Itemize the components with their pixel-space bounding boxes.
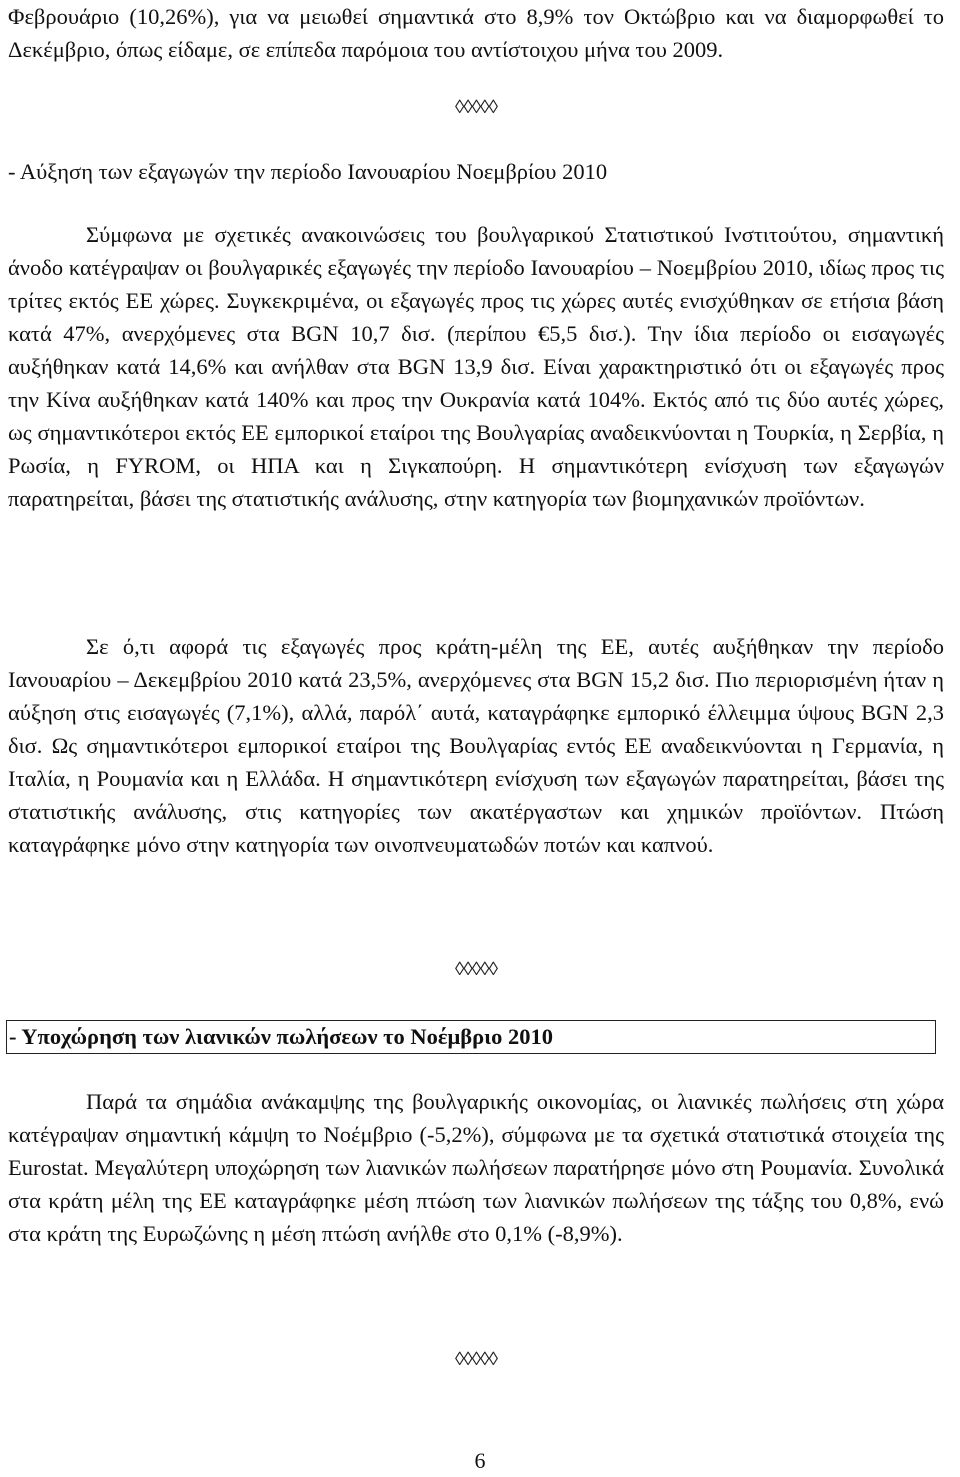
section-heading-exports: - Αύξηση των εξαγωγών την περίοδο Ιανουαρίου Νοεμβρίου 2010 bbox=[8, 159, 608, 184]
exports-paragraph-1: Σύμφωνα με σχετικές ανακοινώσεις του βουλγαρικού Στατιστικού Ινστιτούτου, σημαντική άνοδο κατέγραψαν οι βουλγαρικές εξαγωγές την περίοδο Ιανουαρίου – Νοεμβρίου 2010, ιδίως προς τις τρίτες εκτός ΕΕ χώρες. Συγκεκριμένα, οι εξαγωγές προς τις χώρες αυτές ενισχύθηκαν σε ετήσια βάση κατά 47%, ανερχόμενες στα BGN 10,7 δισ. (περίπου €5,5 δισ.). Την ίδια περίοδο οι εισαγωγές αυξήθηκαν κατά 14,6% και ανήλθαν στα BGN 13,9 δισ. Είναι χαρακτηριστικό ότι οι εξαγωγές προς την Κίνα αυξήθηκαν κατά 140% και προς την Ουκρανία κατά 104%. Εκτός από τις δύο αυτές χώρες, ως σημαντικότεροι εκτός ΕΕ εμπορικοί εταίροι της Βουλγαρίας αναδεικνύονται η Τουρκία, η Σερβία, η Ρωσία, η FYROM, οι ΗΠΑ και η Σιγκαπούρη. Η σημαντικότερη ενίσχυση των εξαγωγών παρατηρείται, βάσει της στατιστικής ανάλυσης, στην κατηγορία των βιομηχανικών προϊόντων. bbox=[8, 222, 944, 511]
section-heading-box bbox=[8, 1020, 944, 1054]
section-heading-retail: - Υποχώρηση των λιανικών πωλήσεων το Νοέμβριο 2010 bbox=[6, 1020, 936, 1054]
section-separator: ◊◊◊◊◊ bbox=[455, 1349, 497, 1370]
section-separator: ◊◊◊◊◊ bbox=[455, 97, 497, 118]
section-separator: ◊◊◊◊◊ bbox=[455, 959, 497, 980]
page-number: 6 bbox=[474, 1448, 486, 1473]
exports-paragraph-2: Σε ό,τι αφορά τις εξαγωγές προς κράτη-μέλη της ΕΕ, αυτές αυξήθηκαν την περίοδο Ιανουαρίου – Δεκεμβρίου 2010 κατά 23,5%, ανερχόμενες στα BGN 15,2 δισ. Πιο περιορισμένη ήταν η αύξηση στις εισαγωγές (7,1%), αλλά, παρόλ΄ αυτά, καταγράφηκε εμπορικό έλλειμμα ύψους BGN 2,3 δισ. Ως σημαντικότεροι εμπορικοί εταίροι της Βουλγαρίας εντός ΕΕ αναδεικνύονται η Γερμανία, η Ιταλία, η Ρουμανία και η Ελλάδα. Η σημαντικότερη ενίσχυση των εξαγωγών παρατηρείται, βάσει της στατιστικής ανάλυσης, στις κατηγορίες των ακατέργαστων και χημικών προϊόντων. Πτώση καταγράφηκε μόνο στην κατηγορία των οινοπνευματωδών ποτών και καπνού. bbox=[8, 634, 944, 857]
retail-paragraph-1: Παρά τα σημάδια ανάκαμψης της βουλγαρικής οικονομίας, οι λιανικές πωλήσεις στη χώρα κατέγραψαν σημαντική κάμψη το Νοέμβριο (-5,2%), σύμφωνα με τα σχετικά στατιστικά στοιχεία της Eurostat. Μεγαλύτερη υποχώρηση των λιανικών πωλήσεων παρατήρησε μόνο στη Ρουμανία. Συνολικά στα κράτη μέλη της ΕΕ καταγράφηκε μέση πτώση των λιανικών πωλήσεων της τάξης του 0,8%, ενώ στα κράτη της Ευρωζώνης η μέση πτώση ανήλθε στο 0,1% (-8,9%). bbox=[8, 1089, 944, 1246]
intro-paragraph: Φεβρουάριο (10,26%), για να μειωθεί σημαντικά στο 8,9% τον Οκτώβριο και να διαμορφωθεί το Δεκέμβριο, όπως είδαμε, σε επίπεδα παρόμοια του αντίστοιχου μήνα του 2009. bbox=[8, 4, 944, 62]
